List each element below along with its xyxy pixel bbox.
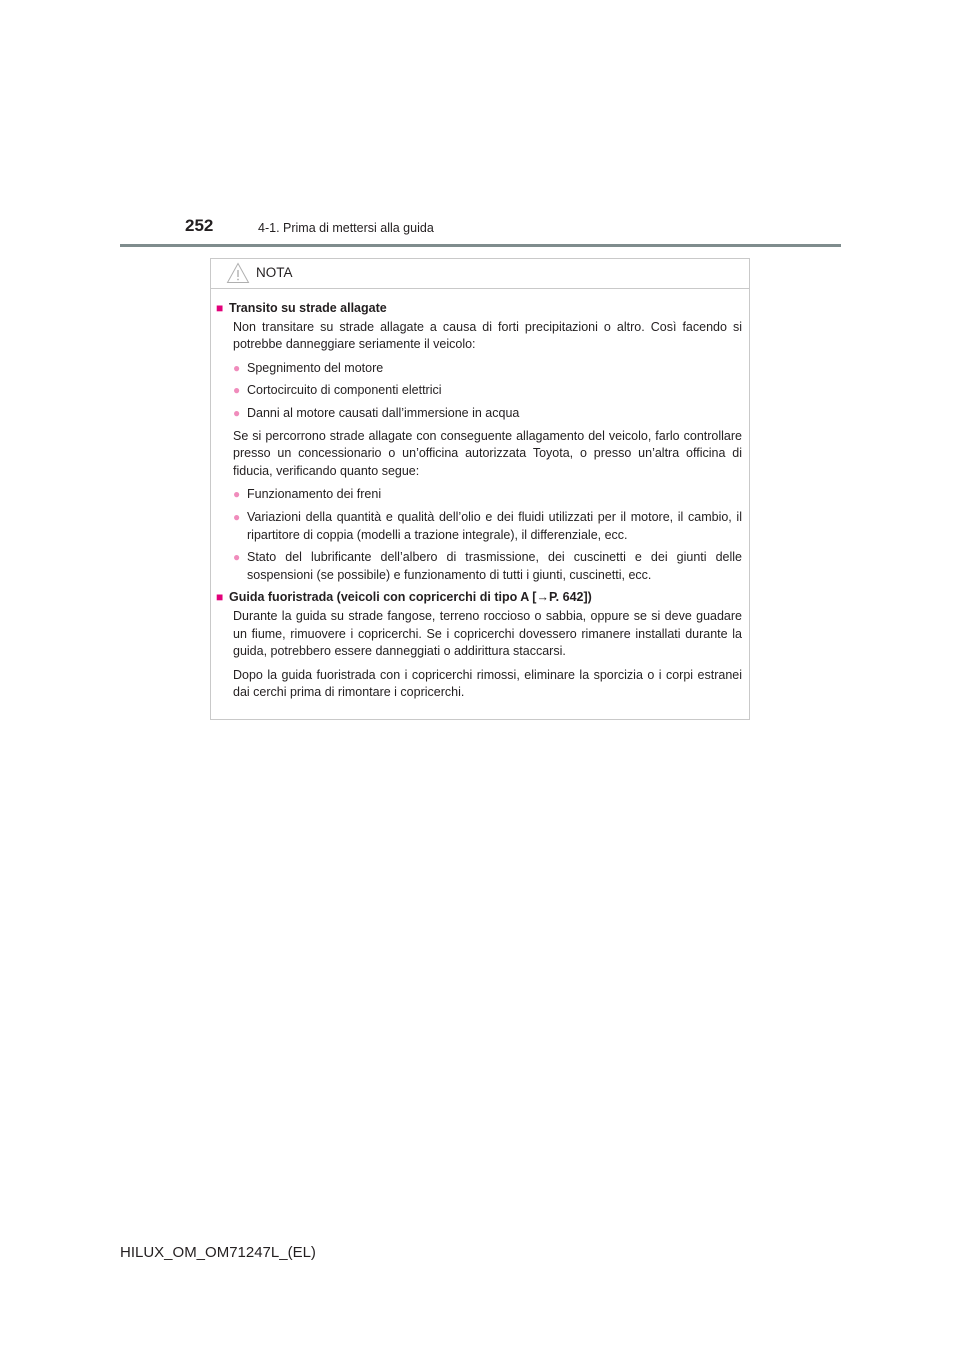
square-bullet-icon: ■ — [216, 590, 224, 605]
heading-text: Transito su strade allagate — [229, 301, 387, 315]
circle-bullet-icon: ● — [233, 550, 241, 565]
list-item — [233, 360, 742, 378]
list-item-text: Stato del lubrificante dell’albero di trasmissione, dei cuscinetti e dei giunti delle sospensioni (se possibile) e funzionamento di tutti i giunti, cuscinetti, ecc. — [247, 550, 742, 582]
paragraph: Durante la guida su strade fangose, terreno roccioso o sabbia, oppure se si deve guadare un fiume, rimuovere i copricerchi. Se i copricerchi dovessero rimanere installati durante la guida, potrebbero essere danneggiati o addirittura staccarsi. — [233, 608, 742, 659]
footer-code: HILUX_OM_OM71247L_(EL) — [120, 1244, 316, 1261]
list-item-text: Cortocircuito di componenti elettrici — [247, 383, 442, 398]
note-label: NOTA — [256, 265, 293, 280]
list-item — [233, 405, 742, 423]
warning-triangle-icon — [226, 262, 250, 284]
section-heading-offroad — [216, 589, 742, 607]
list-item-text: Variazioni della quantità e qualità dell’olio e dei fluidi utilizzati per il motore, il cambio, il ripartitore di coppia (modelli a trazione integrale), il differenziale, ecc. — [247, 509, 742, 542]
list-item — [233, 382, 742, 400]
note-body — [211, 289, 749, 702]
list-item-text: Funzionamento dei freni — [247, 487, 382, 502]
list-item — [233, 486, 742, 504]
circle-bullet-icon: ● — [233, 487, 241, 502]
header-rule — [120, 244, 841, 247]
paragraph: Dopo la guida fuoristrada con i copricerchi rimossi, eliminare la sporcizia o i corpi estranei dai cerchi prima di rimontare i copricerchi. — [233, 667, 742, 700]
note-header — [211, 259, 749, 289]
list-item — [233, 509, 742, 544]
note-box — [210, 258, 750, 720]
list-item-text: Danni al motore causati dall’immersione in acqua — [247, 405, 520, 420]
circle-bullet-icon: ● — [233, 383, 241, 398]
section-heading-flooded-roads — [216, 300, 742, 318]
heading-text: Guida fuoristrada (veicoli con copricerchi di tipo A [→P. 642]) — [229, 590, 592, 605]
circle-bullet-icon: ● — [233, 509, 241, 524]
list-item — [233, 549, 742, 584]
paragraph: Se si percorrono strade allagate con conseguente allagamento del veicolo, farlo controllare presso un concessionario o un’officina autorizzata Toyota, o presso un’altra officina di fiducia, verificando quanto segue: — [233, 428, 742, 478]
square-bullet-icon: ■ — [216, 301, 224, 315]
circle-bullet-icon: ● — [233, 360, 241, 375]
circle-bullet-icon: ● — [233, 405, 241, 420]
paragraph: Non transitare su strade allagate a causa di forti precipitazioni o altro. Così facendo si potrebbe danneggiare seriamente il veicolo: — [233, 319, 742, 352]
page-number: 252 — [185, 216, 214, 235]
section-title: 4-1. Prima di mettersi alla guida — [258, 221, 434, 235]
list-item-text: Spegnimento del motore — [247, 360, 384, 375]
